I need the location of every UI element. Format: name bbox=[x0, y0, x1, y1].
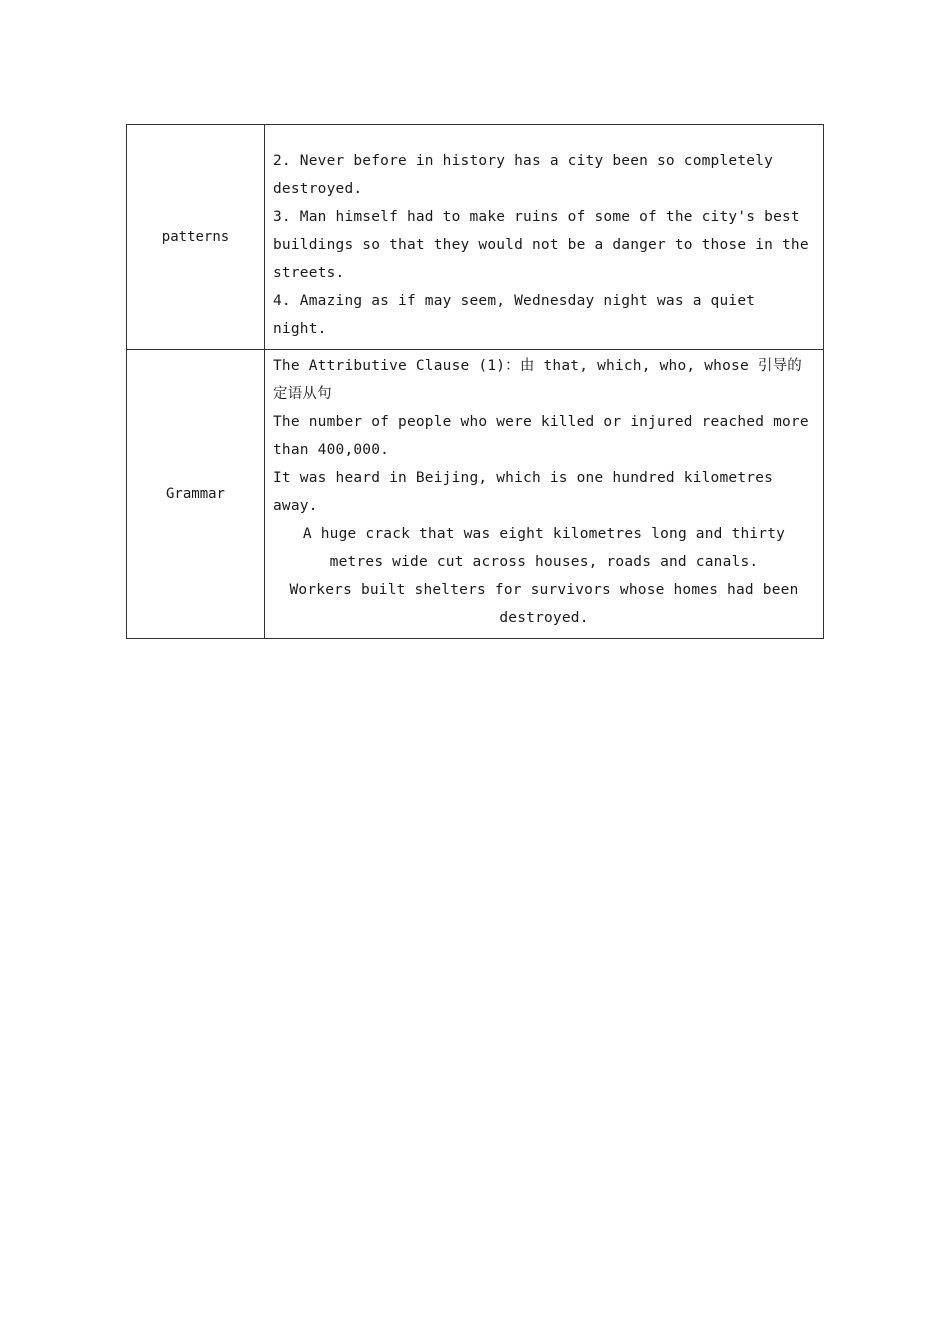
row-content-patterns bbox=[265, 125, 824, 350]
row-content-grammar bbox=[265, 350, 824, 639]
grammar-example-1: The number of people who were killed or injured reached more than 400,000. bbox=[273, 414, 809, 458]
pattern-sentence-4: 4. Amazing as if may seem, Wednesday night was a quiet night. bbox=[273, 293, 756, 337]
grammar-example-3: A huge crack that was eight kilometres long and thirty metres wide cut across houses, roads and canals. bbox=[302, 526, 786, 570]
lesson-table bbox=[126, 124, 824, 639]
row-label-grammar: Grammar bbox=[127, 350, 265, 639]
grammar-heading: The Attributive Clause (1)：由 that, which, who, whose 引导的定语从句 bbox=[273, 358, 802, 402]
row-label-patterns: patterns bbox=[127, 125, 265, 350]
table-row-patterns bbox=[127, 125, 824, 350]
pattern-sentence-3: 3. Man himself had to make ruins of some of the city's best buildings so that they would not be a danger to those in the streets. bbox=[273, 209, 809, 281]
grammar-example-4: Workers built shelters for survivors whose homes had been destroyed. bbox=[289, 582, 799, 626]
grammar-example-2: It was heard in Beijing, which is one hundred kilometres away. bbox=[273, 470, 774, 514]
table-row-grammar bbox=[127, 350, 824, 639]
pattern-sentence-2: 2. Never before in history has a city been so completely destroyed. bbox=[273, 153, 774, 197]
